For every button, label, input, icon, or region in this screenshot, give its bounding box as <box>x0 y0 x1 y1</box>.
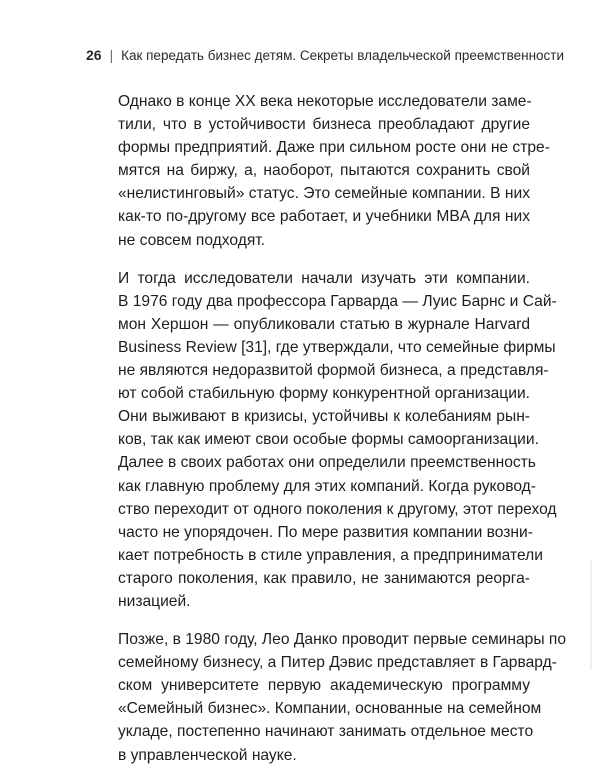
text-line: Они выживают в кризисы, устойчивы к колебаниям рын- <box>118 408 530 426</box>
text-line: старого поколения, как правило, не занимаются реорга- <box>118 569 530 587</box>
text-line: Однако в конце XX века некоторые исследователи заме- <box>118 93 532 110</box>
text-line: мон Хершон — опубликовали статью в журнале Harvard <box>118 315 530 333</box>
text-line: как главную проблему для этих компаний. Когда руковод- <box>118 477 536 495</box>
text-line: тили, что в устойчивости бизнеса преобладают другие <box>118 116 530 134</box>
text-line: в управленческой науке. <box>118 746 297 764</box>
text-line: укладе, постепенно начинают занимать отдельное место <box>118 723 534 741</box>
text-line: кает потребность в стиле управления, а предприниматели <box>118 546 543 564</box>
text-line: ют собой стабильную форму конкурентной организации. <box>118 385 530 403</box>
page-edge-shadow <box>590 560 592 670</box>
paragraph-2 <box>118 267 557 613</box>
text-line: как-то по-другому все работает, и учебники MBA для них <box>118 208 530 226</box>
text-line: не являются недоразвитой формой бизнеса, а представля- <box>118 362 549 380</box>
text-line: ков, так как имеют свои особые формы самоорганизации. <box>118 431 539 449</box>
body-text <box>118 90 567 782</box>
text-line: Business Review [31], где утверждали, что семейные фирмы <box>118 338 556 356</box>
text-line: семейному бизнесу, а Питер Дэвис представляет в Гарвард- <box>118 654 557 672</box>
text-line: Далее в своих работах они определили преемственность <box>118 454 536 472</box>
text-line: не совсем подходят. <box>118 231 266 249</box>
book-title: Как передать бизнес детям. Секреты владельческой преемственности <box>121 48 565 63</box>
text-line: Позже, в 1980 году, Лео Данко проводит первые семинары по <box>118 631 567 649</box>
paragraph-3 <box>118 628 567 767</box>
text-line: мятся на биржу, а, наоборот, пытаются сохранить свой <box>118 162 530 180</box>
header-separator: | <box>109 48 114 63</box>
text-line: часто не упорядочен. По мере развития компании возни- <box>118 523 533 541</box>
text-line: «нелистинговый» статус. Это семейные компании. В них <box>118 185 530 203</box>
paragraph-1 <box>118 90 550 252</box>
text-line: «Семейный бизнес». Компании, основанные на семейном <box>118 700 542 718</box>
text-line: ство переходит от одного поколения к другому, этот переход <box>118 500 557 518</box>
text-line: ском университете первую академическую программу <box>118 677 530 695</box>
text-line: низацией. <box>118 592 191 610</box>
page-number: 26 <box>86 47 102 63</box>
running-header <box>86 45 565 65</box>
text-line: В 1976 году два профессора Гарварда — Луис Барнс и Сай- <box>118 292 557 310</box>
text-line: И тогда исследователи начали изучать эти компании. <box>118 269 530 287</box>
text-line: формы предприятий. Даже при сильном росте они не стре- <box>118 139 550 157</box>
